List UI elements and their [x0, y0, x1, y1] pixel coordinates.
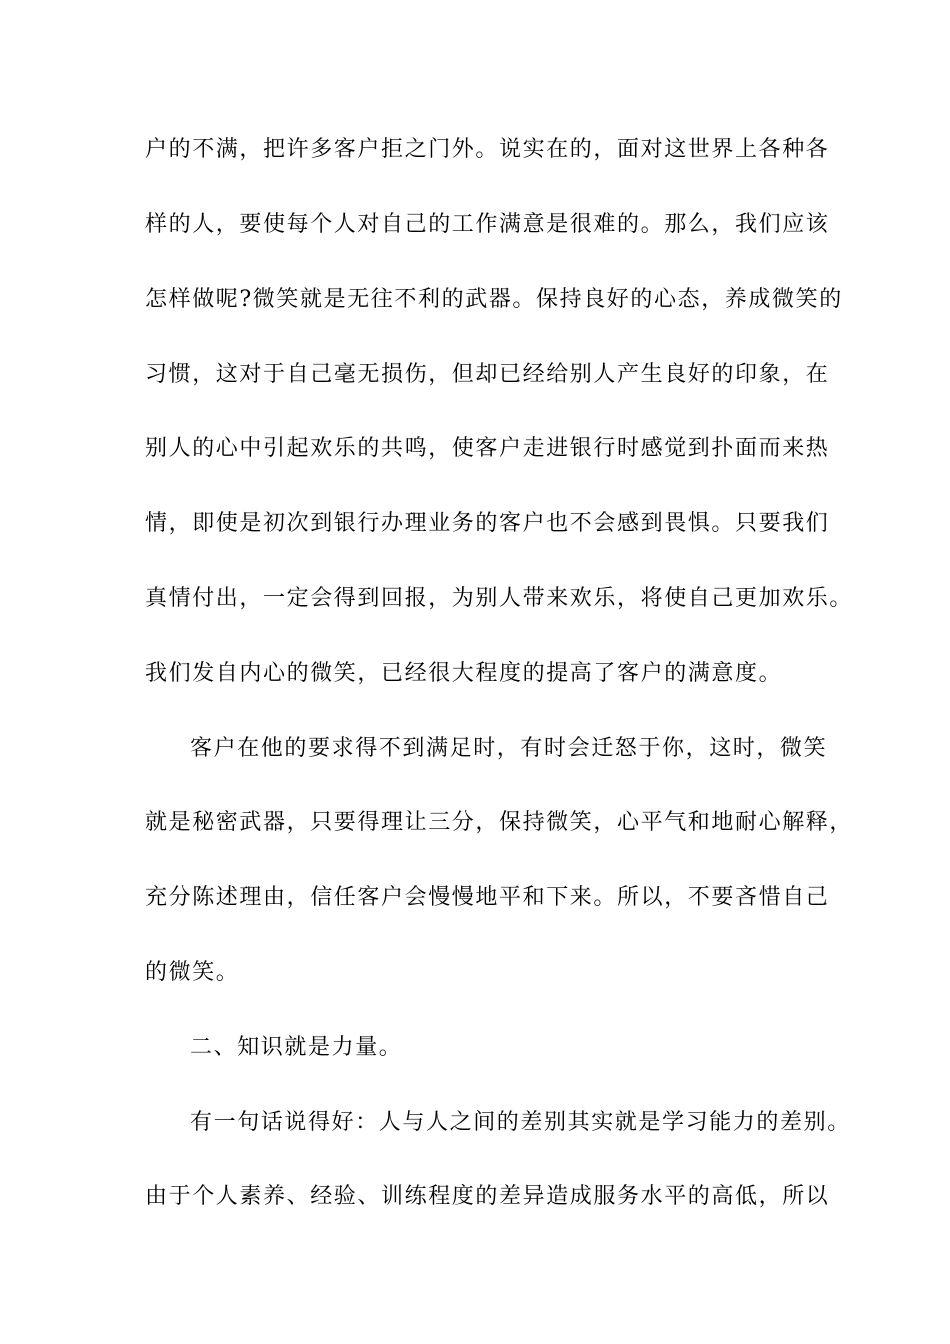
- paragraph-first-line: 有一句话说得好：人与人之间的差别其实就是学习能力的差别。: [190, 1110, 851, 1135]
- text-line: 充分陈述理由，信任客户会慢慢地平和下来。所以，不要吝惜自己: [145, 885, 830, 910]
- text-line: 别人的心中引起欢乐的共鸣，使客户走进银行时感觉到扑面而来热: [145, 436, 830, 461]
- text-line: 由于个人素养、经验、训练程度的差异造成服务水平的高低，所以: [145, 1184, 830, 1209]
- text-line: 我们发自内心的微笑，已经很大程度的提高了客户的满意度。: [145, 661, 783, 686]
- text-line: 就是秘密武器，只要得理让三分，保持微笑，心平气和地耐心解释，: [145, 810, 854, 835]
- section-heading: 二、知识就是力量。: [190, 1035, 403, 1060]
- text-line: 真情付出，一定会得到回报，为别人带来欢乐，将使自己更加欢乐。: [145, 586, 854, 611]
- text-line: 户的不满，把许多客户拒之门外。说实在的，面对这世界上各种各: [145, 137, 830, 162]
- text-line: 的微笑。: [145, 960, 240, 985]
- text-line: 样的人，要使每个人对自己的工作满意是很难的。那么，我们应该: [145, 212, 830, 237]
- text-line: 习惯，这对于自己毫无损伤，但却已经给别人产生良好的印象，在: [145, 362, 830, 387]
- text-line: 怎样做呢?微笑就是无往不利的武器。保持良好的心态，养成微笑的: [145, 287, 843, 312]
- paragraph-first-line: 客户在他的要求得不到满足时，有时会迁怒于你，这时，微笑: [190, 736, 828, 761]
- text-line: 情，即使是初次到银行办理业务的客户也不会感到畏惧。只要我们: [145, 511, 830, 536]
